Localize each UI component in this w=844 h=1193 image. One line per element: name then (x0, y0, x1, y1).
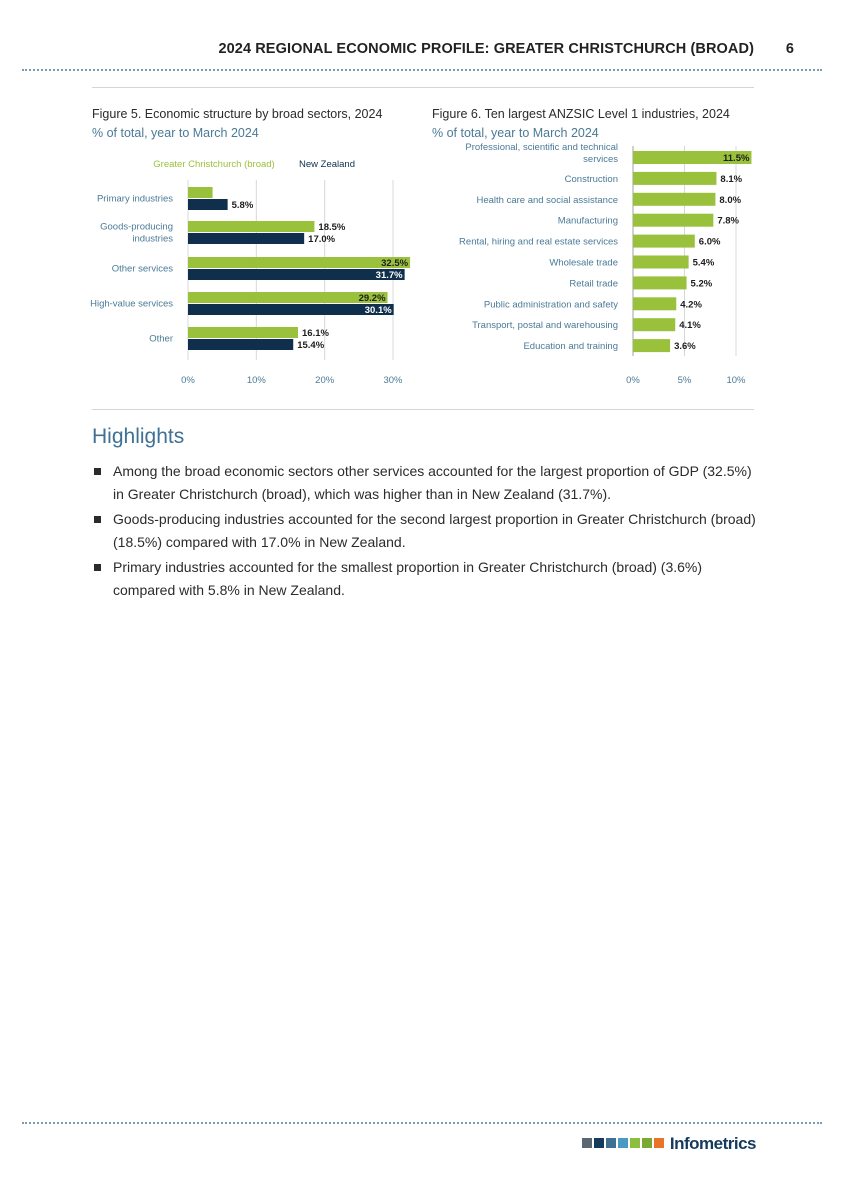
logo-square (594, 1138, 604, 1148)
bar-gc (188, 292, 388, 303)
data-label: 8.0% (719, 194, 742, 206)
logo-squares-icon (582, 1135, 666, 1153)
category-label: Retail trade (569, 278, 618, 290)
category-label: Transport, postal and warehousing (472, 320, 618, 332)
bar-gc (188, 327, 298, 338)
x-tick-label: 10% (246, 375, 266, 386)
logo-square (654, 1138, 664, 1148)
data-label: 7.8% (717, 215, 739, 227)
bar (633, 339, 670, 352)
data-label: 6.0% (698, 236, 721, 248)
category-label: High-value services (90, 298, 173, 310)
data-label: 4.1% (679, 320, 701, 332)
data-label: 16.1% (302, 328, 329, 339)
bar (633, 235, 695, 248)
logo-square (618, 1138, 628, 1148)
bar-nz (188, 199, 228, 210)
bar-nz (188, 339, 293, 350)
data-label: 5.2% (690, 278, 713, 290)
bar-gc (188, 187, 213, 198)
x-tick-label: 10% (726, 375, 746, 386)
data-label: 29.2% (358, 293, 386, 304)
data-label: 17.0% (308, 234, 336, 245)
category-label: Education and training (523, 341, 618, 353)
category-label: Construction (564, 173, 618, 185)
bar-gc (188, 221, 314, 232)
figure5-subtitle: % of total, year to March 2024 (92, 126, 259, 140)
highlights-heading: Highlights (92, 425, 185, 448)
category-label: industries (132, 233, 173, 245)
bar-nz (188, 304, 394, 315)
category-label: Other (149, 333, 173, 345)
logo-square (630, 1138, 640, 1148)
data-label: 3.6% (674, 341, 696, 353)
figure6-title: Figure 6. Ten largest ANZSIC Level 1 industries, 2024 (432, 107, 730, 121)
highlight-item (92, 508, 757, 553)
figure5-chart (0, 0, 420, 400)
x-tick-label: 30% (383, 375, 403, 386)
logo-square (582, 1138, 592, 1148)
category-label: Other services (111, 263, 173, 275)
category-label: services (583, 154, 618, 165)
figure6-subtitle: % of total, year to March 2024 (432, 126, 599, 140)
highlights-list (92, 460, 757, 604)
category-label: Health care and social assistance (476, 194, 618, 206)
category-label: Manufacturing (557, 215, 618, 227)
data-label: 32.5% (381, 258, 409, 269)
data-label: 8.1% (720, 173, 743, 185)
data-label: 11.5% (723, 153, 750, 164)
category-label: Primary industries (96, 193, 173, 205)
bar (633, 318, 675, 331)
category-label: Wholesale trade (549, 257, 618, 269)
figure6-chart (420, 0, 844, 400)
x-tick-label: 0% (626, 375, 640, 386)
bullet-icon (94, 468, 101, 475)
bar-nz (188, 233, 304, 244)
bar (633, 214, 713, 227)
highlight-text: Among the broad economic sectors other services accounted for the largest proportion of GDP (32.5%) in Greater Christchurch (broad), which was higher than in New Zealand (31.7%). (113, 463, 752, 502)
data-label: 31.7% (375, 270, 403, 281)
logo-square (642, 1138, 652, 1148)
highlight-text: Primary industries accounted for the smallest proportion in Greater Christchurch (broad) (3.6%) compared with 5.8% in New Zealand. (113, 559, 703, 598)
data-label: 30.1% (364, 305, 392, 316)
data-label: 4.2% (680, 299, 702, 311)
category-label: Goods-producing (100, 221, 173, 233)
data-label: 18.5% (318, 222, 346, 233)
category-label: Public administration and safety (483, 299, 618, 311)
bullet-icon (94, 516, 101, 523)
x-tick-label: 5% (677, 375, 692, 386)
data-label: 5.4% (692, 257, 715, 269)
figures-bottom-rule (92, 409, 754, 410)
page-number: 6 (785, 41, 794, 57)
bar-nz (188, 269, 405, 280)
category-label: Rental, hiring and real estate services (459, 236, 618, 248)
header-title: 2024 REGIONAL ECONOMIC PROFILE: GREATER CHRISTCHURCH (BROAD) (218, 41, 754, 57)
figure5-title: Figure 5. Economic structure by broad sectors, 2024 (92, 107, 383, 121)
bar (633, 172, 716, 185)
bar (633, 193, 715, 206)
footer-divider (22, 1122, 822, 1124)
legend-nz: New Zealand (299, 159, 355, 170)
logo-square (606, 1138, 616, 1148)
highlight-text: Goods-producing industries accounted for the second largest proportion in Greater Christchurch (broad) (18.5%) compared with 17.0% in New Zealand. (113, 511, 756, 550)
bar (633, 297, 676, 310)
bar (633, 256, 689, 269)
data-label: 5.8% (231, 200, 254, 211)
legend-gc: Greater Christchurch (broad) (153, 159, 275, 170)
x-tick-label: 20% (315, 375, 335, 386)
logo-wordmark: Infometrics (669, 1134, 756, 1153)
highlight-item (92, 556, 757, 601)
category-label: Professional, scientific and technical (465, 142, 618, 153)
bar-gc (188, 257, 410, 268)
bar (633, 276, 687, 289)
bullet-icon (94, 564, 101, 571)
highlight-item (92, 460, 757, 505)
x-tick-label: 0% (181, 375, 195, 386)
data-label: 15.4% (297, 340, 325, 351)
infometrics-logo (582, 1135, 756, 1153)
